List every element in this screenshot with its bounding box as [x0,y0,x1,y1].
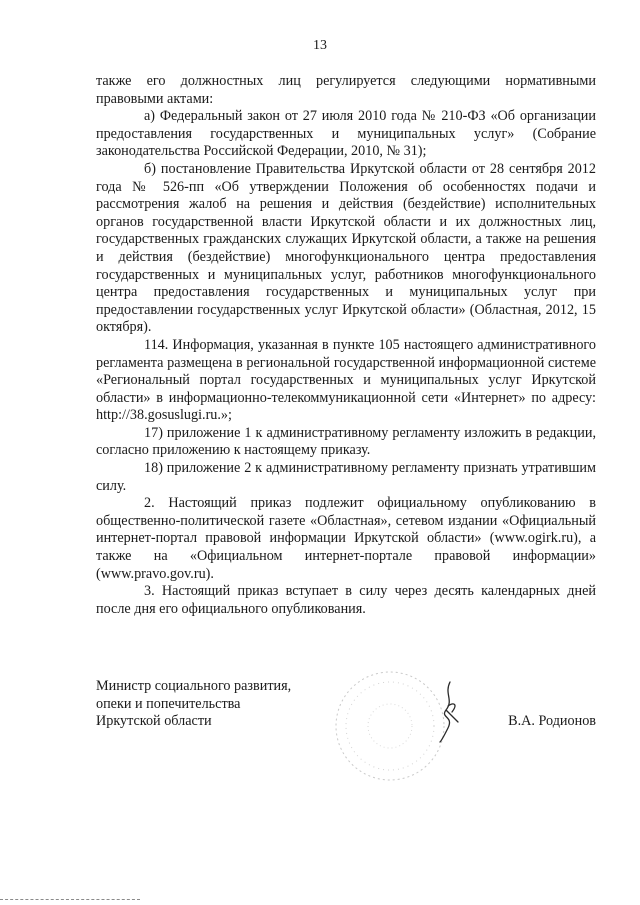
footer-divider [0,899,140,900]
document-body [96,73,596,618]
paragraph-clause-3: 3. Настоящий приказ вступает в силу через десять календарных дней после дня его официального опубликования. [96,583,596,617]
signer-name: В.А. Родионов [508,713,596,729]
paragraph-item-18: 18) приложение 2 к административному регламенту признать утратившим силу. [96,460,596,494]
page-number: 13 [313,38,327,53]
paragraph-government-resolution: б) постановление Правительства Иркутской области от 28 сентября 2012 года № 526-пп «Об утверждении Положения об особенностях подачи и рассмотрения жалоб на решения и действия (бездействие) исполнительных органов государственной власти Иркутской области и их должностных лиц, государственных гражданских служащих Иркутской области, а также на решения и действия (бездействие) многофункционального центра предоставления государственных и муниципальных услуг, работников многофункционального центра предоставления государственных и муниципальных услуг при предоставлении государственных услуг Иркутской области» (Областная, 2012, 15 октября). [96,160,596,336]
signer-title-line: Иркутской области [96,713,212,730]
paragraph-federal-law: а) Федеральный закон от 27 июля 2010 года № 210-ФЗ «Об организации предоставления государственных и муниципальных услуг» (Собрание законодательства Российской Федерации, 2010, № 31); [96,108,596,160]
paragraph-continuation: также его должностных лиц регулируется следующими нормативными правовыми актами: [96,73,596,107]
signer-title-line: Министр социального развития, [96,678,292,694]
signature-block [96,678,596,731]
paragraph-clause-2: 2. Настоящий приказ подлежит официальному опубликованию в общественно-политической газете «Областная», сетевом издании «Официальный интернет-портал правовой информации Иркутской области» (www.ogirk.ru), а также на «Официальном интернет-портале правовой информации» (www.pravo.gov.ru). [96,495,596,582]
paragraph-item-114: 114. Информация, указанная в пункте 105 настоящего административного регламента размещена в региональной государственной информационной системе «Региональный портал государственных и муниципальных услуг Иркутской области» в информационно-телекоммуникационной сети «Интернет» по адресу: http://38.gosuslugi.ru.»; [96,336,596,424]
signer-title-line: опеки и попечительства [96,695,241,712]
paragraph-item-17: 17) приложение 1 к административному регламенту изложить в редакции, согласно приложению к настоящему приказу. [96,424,596,459]
